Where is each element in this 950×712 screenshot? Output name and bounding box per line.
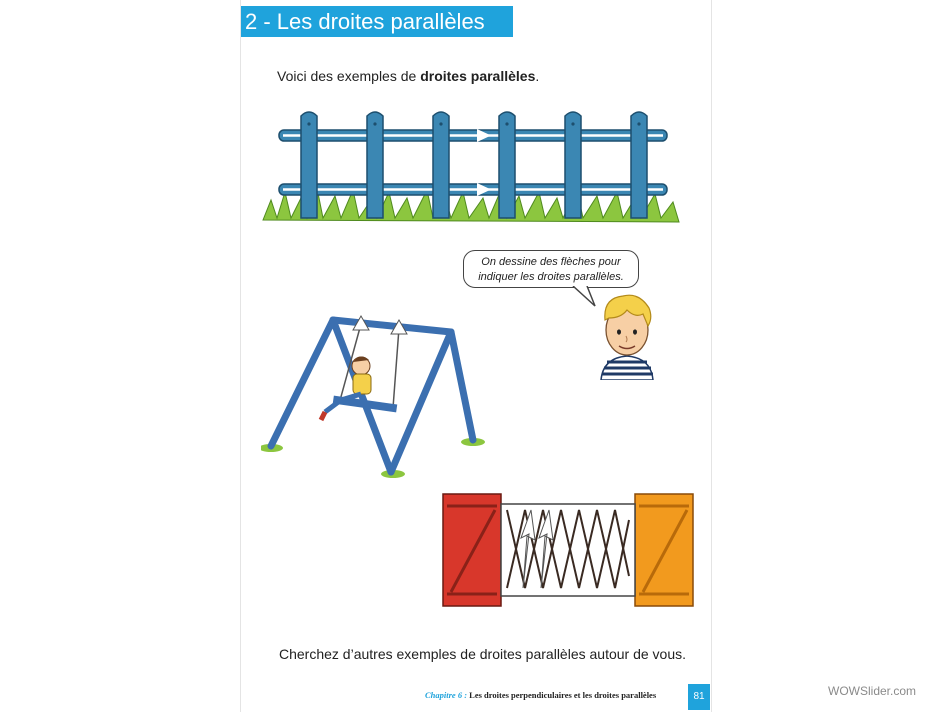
intro-bold: droites parallèles	[420, 68, 536, 84]
page-footer	[425, 690, 656, 700]
watermark-text: WOWSlider.com	[828, 684, 917, 698]
footer-title: Les droites perpendiculaires et les droites parallèles	[467, 690, 657, 700]
intro-prefix: Voici des exemples de	[277, 68, 421, 84]
window-shutters-illustration	[439, 490, 697, 612]
speech-bubble	[463, 250, 639, 288]
intro-text	[277, 68, 539, 84]
closing-instruction: Cherchez d’autres exemples de droites parallèles autour de vous.	[279, 646, 687, 662]
boy-illustration	[593, 288, 663, 380]
swing-illustration	[261, 308, 501, 488]
speech-line-2: indiquer les droites parallèles.	[478, 271, 624, 283]
document-page	[240, 0, 712, 712]
footer-chapter: Chapitre 6 :	[425, 690, 468, 700]
page-number: 81	[688, 684, 710, 710]
fence-illustration	[261, 100, 681, 230]
intro-suffix: .	[535, 68, 540, 84]
section-title: 2 - Les droites parallèles	[241, 6, 513, 37]
speech-line-1: On dessine des flèches pour	[481, 256, 621, 268]
